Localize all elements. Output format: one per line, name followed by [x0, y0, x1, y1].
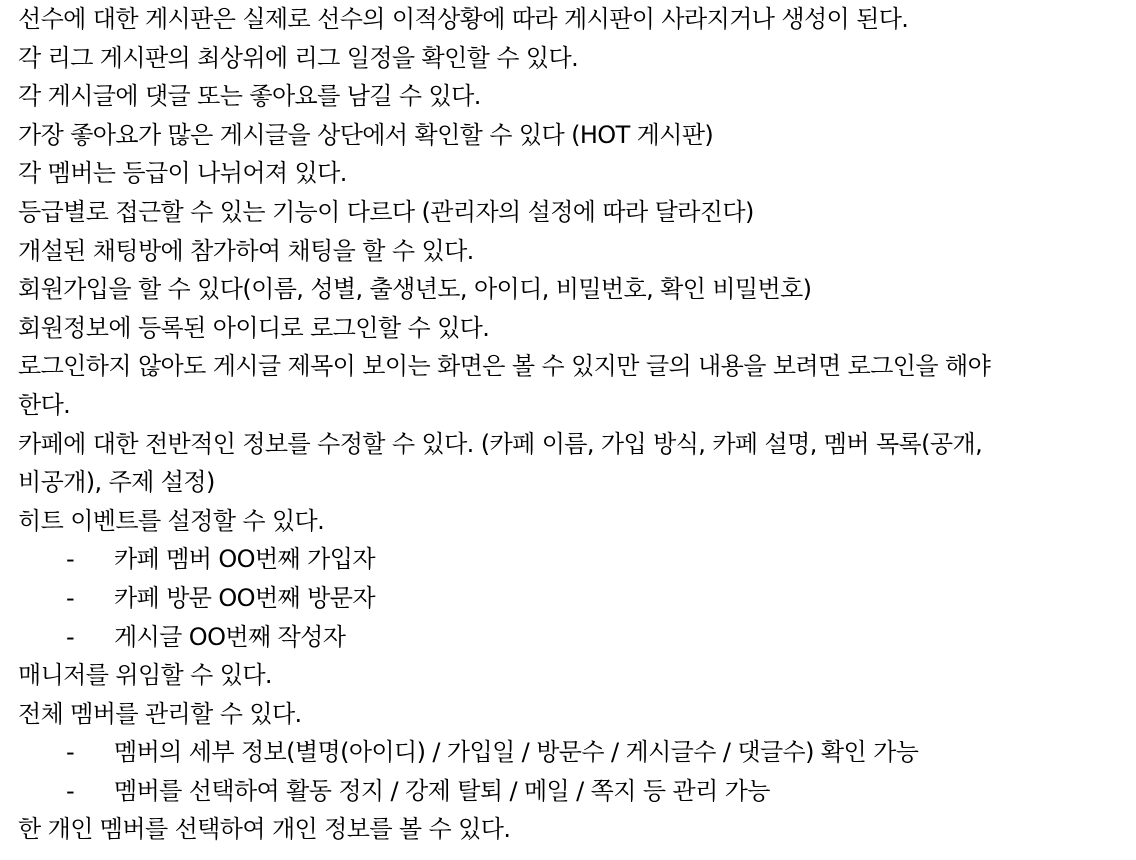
text-line: 각 게시글에 댓글 또는 좋아요를 남길 수 있다.: [18, 82, 481, 111]
text-line: 개설된 채팅방에 참가하여 채팅을 할 수 있다.: [18, 236, 474, 265]
bullet-dash: -: [66, 738, 75, 767]
bullet-dash: -: [66, 583, 75, 612]
text-line: 각 멤버는 등급이 나뉘어져 있다.: [18, 159, 347, 188]
text-line: 회원정보에 등록된 아이디로 로그인할 수 있다.: [18, 313, 490, 342]
text-line: 비공개), 주제 설정): [18, 468, 215, 497]
text-line: 가장 좋아요가 많은 게시글을 상단에서 확인할 수 있다 (HOT 게시판): [18, 120, 714, 149]
text-line: 각 리그 게시판의 최상위에 리그 일정을 확인할 수 있다.: [18, 43, 579, 72]
hit-event-item-text: 카페 방문 OO번째 방문자: [114, 583, 375, 612]
bullet-dash: -: [66, 776, 75, 805]
text-line: 한 개인 멤버를 선택하여 개인 정보를 볼 수 있다.: [18, 815, 511, 844]
hit-event-item: [18, 618, 1128, 657]
hit-event-item: [18, 540, 1128, 579]
member-item-text: 멤버의 세부 정보(별명(아이디) / 가입일 / 방문수 / 게시글수 / 댓글수) 확인 가능: [114, 738, 919, 767]
bullet-dash: -: [66, 622, 75, 651]
text-line: 로그인하지 않아도 게시글 제목이 보이는 화면은 볼 수 있지만 글의 내용을 보려면 로그인을 해야: [18, 352, 991, 381]
text-line: 회원가입을 할 수 있다(이름, 성별, 출생년도, 아이디, 비밀번호, 확인 비밀번호): [18, 275, 812, 304]
hit-event-item-text: 카페 멤버 OO번째 가입자: [114, 545, 375, 574]
hit-event-item: [18, 579, 1128, 618]
text-line: 한다.: [18, 390, 71, 419]
document-body: [18, 0, 1128, 849]
member-item: [18, 733, 1128, 772]
text-line: 매니저를 위임할 수 있다.: [18, 661, 272, 690]
text-line: 전체 멤버를 관리할 수 있다.: [18, 699, 302, 728]
text-line: 선수에 대한 게시판은 실제로 선수의 이적상황에 따라 게시판이 사라지거나 생성이 된다.: [18, 5, 909, 33]
member-item: [18, 772, 1128, 811]
text-line: 등급별로 접근할 수 있는 기능이 다르다 (관리자의 설정에 따라 달라진다): [18, 197, 754, 226]
text-line: 카페에 대한 전반적인 정보를 수정할 수 있다. (카페 이름, 가입 방식, 카페 설명, 멤버 목록(공개,: [18, 429, 983, 458]
member-item-text: 멤버를 선택하여 활동 정지 / 강제 탈퇴 / 메일 / 쪽지 등 관리 가능: [114, 776, 770, 805]
bullet-dash: -: [66, 545, 75, 574]
text-line: 히트 이벤트를 설정할 수 있다.: [18, 506, 325, 535]
hit-event-item-text: 게시글 OO번째 작성자: [114, 622, 346, 651]
